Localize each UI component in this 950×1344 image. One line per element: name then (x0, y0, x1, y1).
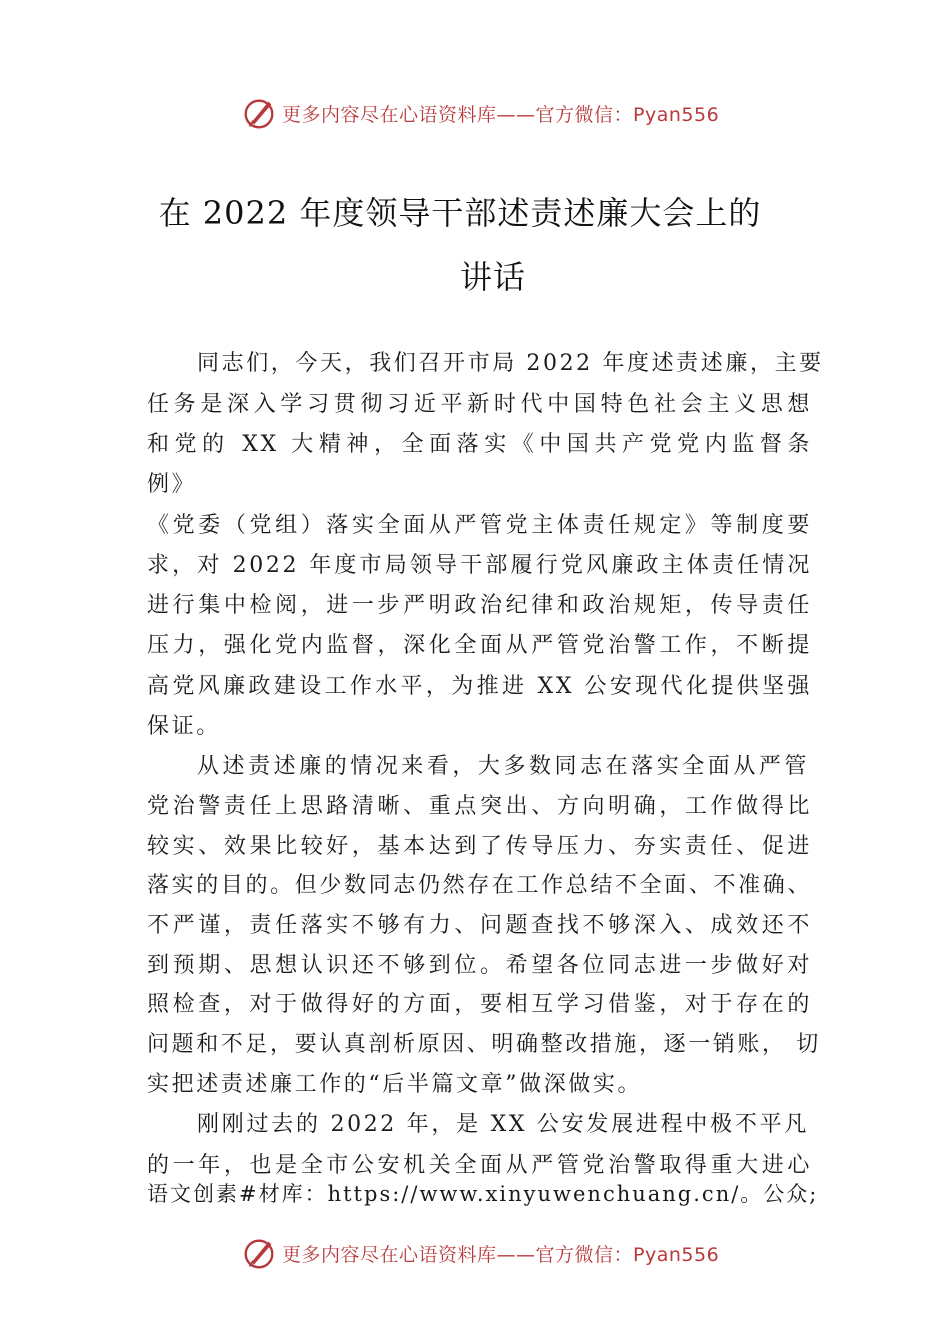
banner-slogan-text: 更多内容尽在心语资料库 (282, 1243, 497, 1266)
body-line: 落实的目的。但少数同志仍然存在工作总结不全面、不准确、 (147, 873, 812, 898)
banner-wechat: 官方微信：Pyan556 (535, 1243, 720, 1266)
banner-wechat: 官方微信：Pyan556 (535, 103, 720, 126)
banner-dash: —— (496, 1243, 536, 1266)
body-line: 从述责述廉的情况来看，大多数同志在落实全面从严管 (197, 754, 809, 779)
source-footer-line: 语文创素#材库：https://www.xinyuwenchuang.cn/。公众; (147, 1182, 819, 1206)
banner-slogan-text: 更多内容尽在心语资料库 (282, 103, 497, 126)
footer-banner (240, 1233, 719, 1273)
body-line: 高党风廉政建设工作水平，为推进 XX 公安现代化提供坚强 (147, 674, 812, 699)
body-line: 压力，强化党内监督，深化全面从严管党治警工作，不断提 (147, 633, 812, 658)
body-line: 和党的 XX 大精神，全面落实《中国共产党党内监督条 (147, 432, 812, 457)
document-title-line-2: 讲话 (459, 258, 526, 296)
body-line: 《党委（党组）落实全面从严管党主体责任规定》等制度要 (147, 513, 812, 538)
body-line: 照检查，对于做得好的方面，要相互学习借鉴，对于存在的 (147, 992, 812, 1017)
header-banner (240, 93, 719, 133)
body-line: 保证。 (147, 714, 221, 739)
body-line: 任务是深入学习贯彻习近平新时代中国特色社会主义思想 (147, 392, 812, 417)
body-line: 实把述责述廉工作的“后半篇文章”做深做实。 (147, 1072, 643, 1097)
body-line: 求，对 2022 年度市局领导干部履行党风廉政主体责任情况 (147, 553, 812, 578)
quill-logo-icon (240, 1234, 278, 1272)
body-line: 例》 (147, 472, 197, 497)
body-line: 较实、效果比较好，基本达到了传导压力、夯实责任、促进 (147, 834, 812, 859)
body-line: 到预期、思想认识还不够到位。希望各位同志进一步做好对 (147, 953, 812, 978)
body-line: 问题和不足，要认真剖析原因、明确整改措施，逐一销账， 切 (147, 1032, 821, 1057)
body-line: 党治警责任上思路清晰、重点突出、方向明确，工作做得比 (147, 794, 812, 819)
banner-slogan (282, 1240, 719, 1267)
body-line: 刚刚过去的 2022 年，是 XX 公安发展进程中极不平凡 (197, 1112, 809, 1137)
body-line: 同志们，今天，我们召开市局 2022 年度述责述廉，主要 (197, 351, 824, 376)
banner-dash: —— (496, 103, 536, 126)
document-title-line-1: 在 2022 年度领导干部述责述廉大会上的 (158, 194, 762, 232)
body-line: 不严谨，责任落实不够有力、问题查找不够深入、成效还不 (147, 913, 812, 938)
body-line: 进行集中检阅，进一步严明政治纪律和政治规矩，传导责任 (147, 593, 812, 618)
banner-slogan (282, 100, 719, 127)
body-line: 的一年，也是全市公安机关全面从严管党治警取得重大进心 (147, 1153, 812, 1178)
quill-logo-icon (240, 94, 278, 132)
